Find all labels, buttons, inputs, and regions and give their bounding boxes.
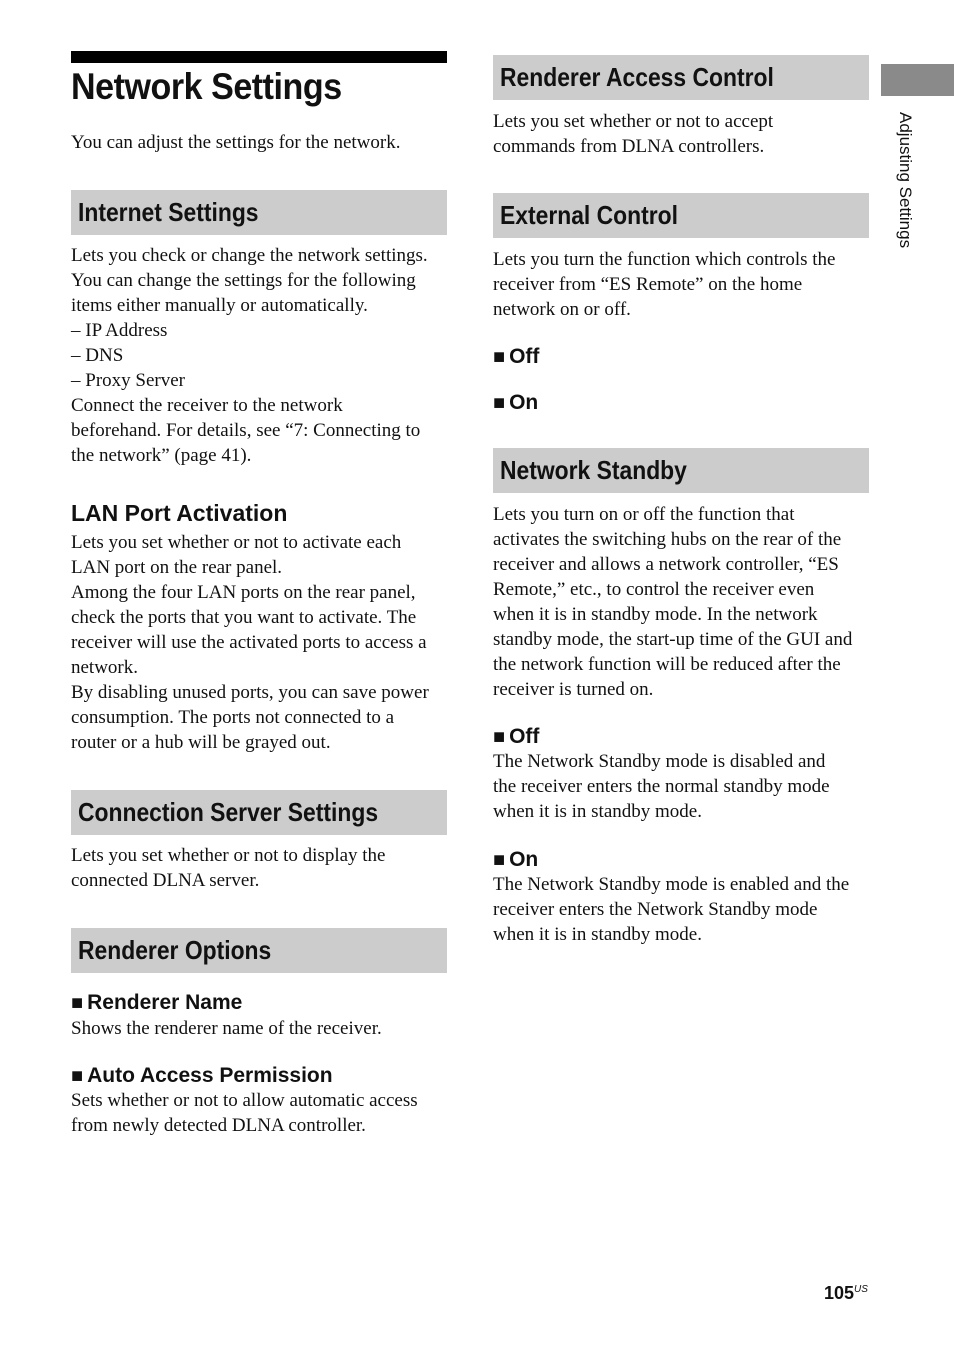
square-bullet-icon: ■ [493, 726, 506, 748]
text-line: LAN port on the rear panel. [71, 557, 283, 578]
text-line: items either manually or automatically. [71, 295, 368, 316]
square-bullet-icon: ■ [493, 849, 506, 871]
text-line: network on or off. [493, 299, 631, 320]
standby-off-text [493, 749, 873, 824]
text-line: The Network Standby mode is enabled and the [493, 874, 850, 895]
section-heading-network-standby: Network Standby [493, 448, 869, 493]
network-standby-text [493, 502, 873, 702]
text-line: Connect the receiver to the network [71, 395, 343, 416]
text-line: Lets you set whether or not to activate each [71, 532, 402, 553]
standby-option-off: ■ Off [493, 725, 540, 748]
square-bullet-icon: ■ [71, 992, 84, 1014]
text-line: Lets you turn the function which controls the [493, 249, 836, 270]
text-line: You can change the settings for the following [71, 270, 416, 291]
text-line: Sets whether or not to allow automatic access [71, 1090, 418, 1111]
chapter-label: Adjusting Settings [896, 112, 915, 249]
list-item: – DNS [71, 345, 124, 366]
text-line: Among the four LAN ports on the rear panel, [71, 582, 416, 603]
page-intro: You can adjust the settings for the network. [71, 132, 401, 153]
text-line: receiver enters the Network Standby mode [493, 899, 818, 920]
text-line: receiver from “ES Remote” on the home [493, 274, 803, 295]
text-line: standby mode, the start-up time of the GUI and [493, 629, 853, 650]
title-rule [71, 51, 447, 63]
text-line: the receiver enters the normal standby mode [493, 776, 830, 797]
external-option-off: ■ Off [493, 345, 540, 368]
section-heading-renderer-options: Renderer Options [71, 928, 447, 973]
text-line: network. [71, 657, 139, 678]
text-line: Remote,” etc., to control the receiver even [493, 579, 815, 600]
text-line: receiver is turned on. [493, 679, 654, 700]
external-control-text [493, 247, 873, 322]
standby-on-text [493, 872, 873, 947]
text-line: from newly detected DLNA controller. [71, 1115, 366, 1136]
text-line: router or a hub will be grayed out. [71, 732, 331, 753]
item-heading-auto-access-permission: ■ Auto Access Permission [71, 1064, 333, 1087]
section-heading-external-control: External Control [493, 193, 869, 238]
text-line: receiver will use the activated ports to access a [71, 632, 427, 653]
section-heading-renderer-access-control: Renderer Access Control [493, 55, 869, 100]
list-item: – Proxy Server [71, 370, 185, 391]
subheading-lan-port-activation: LAN Port Activation [71, 500, 288, 526]
text-line: connected DLNA server. [71, 870, 260, 891]
text-line: Lets you set whether or not to display the [71, 845, 386, 866]
text-line: Lets you turn on or off the function that [493, 504, 795, 525]
text-line: when it is in standby mode. [493, 801, 702, 822]
square-bullet-icon: ■ [493, 346, 506, 368]
renderer-access-text [493, 109, 873, 159]
external-option-on: ■ On [493, 391, 539, 414]
list-item: – IP Address [71, 320, 168, 341]
chapter-tab [881, 64, 954, 96]
text-line: the network” (page 41). [71, 445, 252, 466]
text-line: when it is in standby mode. [493, 924, 702, 945]
text-line: check the ports that you want to activate. The [71, 607, 417, 628]
text-line: the network function will be reduced after the [493, 654, 841, 675]
internet-settings-text [71, 243, 451, 468]
square-bullet-icon: ■ [493, 392, 506, 414]
text-line: when it is in standby mode. In the network [493, 604, 818, 625]
auto-access-text [71, 1088, 451, 1138]
text-line: commands from DLNA controllers. [493, 136, 765, 157]
text-line: beforehand. For details, see “7: Connecting to [71, 420, 421, 441]
text-line: activates the switching hubs on the rear of the [493, 529, 842, 550]
text-line: receiver and allows a network controller, “ES [493, 554, 839, 575]
item-heading-renderer-name: ■ Renderer Name [71, 991, 243, 1014]
renderer-name-text: Shows the renderer name of the receiver. [71, 1018, 382, 1039]
section-heading-connection-server-settings: Connection Server Settings [71, 790, 447, 835]
page-number: $105^{US}$ [824, 1283, 868, 1303]
standby-option-on: ■ On [493, 848, 539, 871]
page-title: Network Settings [71, 66, 342, 107]
lan-port-text [71, 530, 451, 755]
text-line: Lets you set whether or not to accept [493, 111, 774, 132]
text-line: Lets you check or change the network settings. [71, 245, 428, 266]
text-line: The Network Standby mode is disabled and [493, 751, 826, 772]
text-line: consumption. The ports not connected to a [71, 707, 395, 728]
section-heading-internet-settings: Internet Settings [71, 190, 447, 235]
connection-server-text [71, 843, 451, 893]
square-bullet-icon: ■ [71, 1065, 84, 1087]
text-line: By disabling unused ports, you can save power [71, 682, 429, 703]
